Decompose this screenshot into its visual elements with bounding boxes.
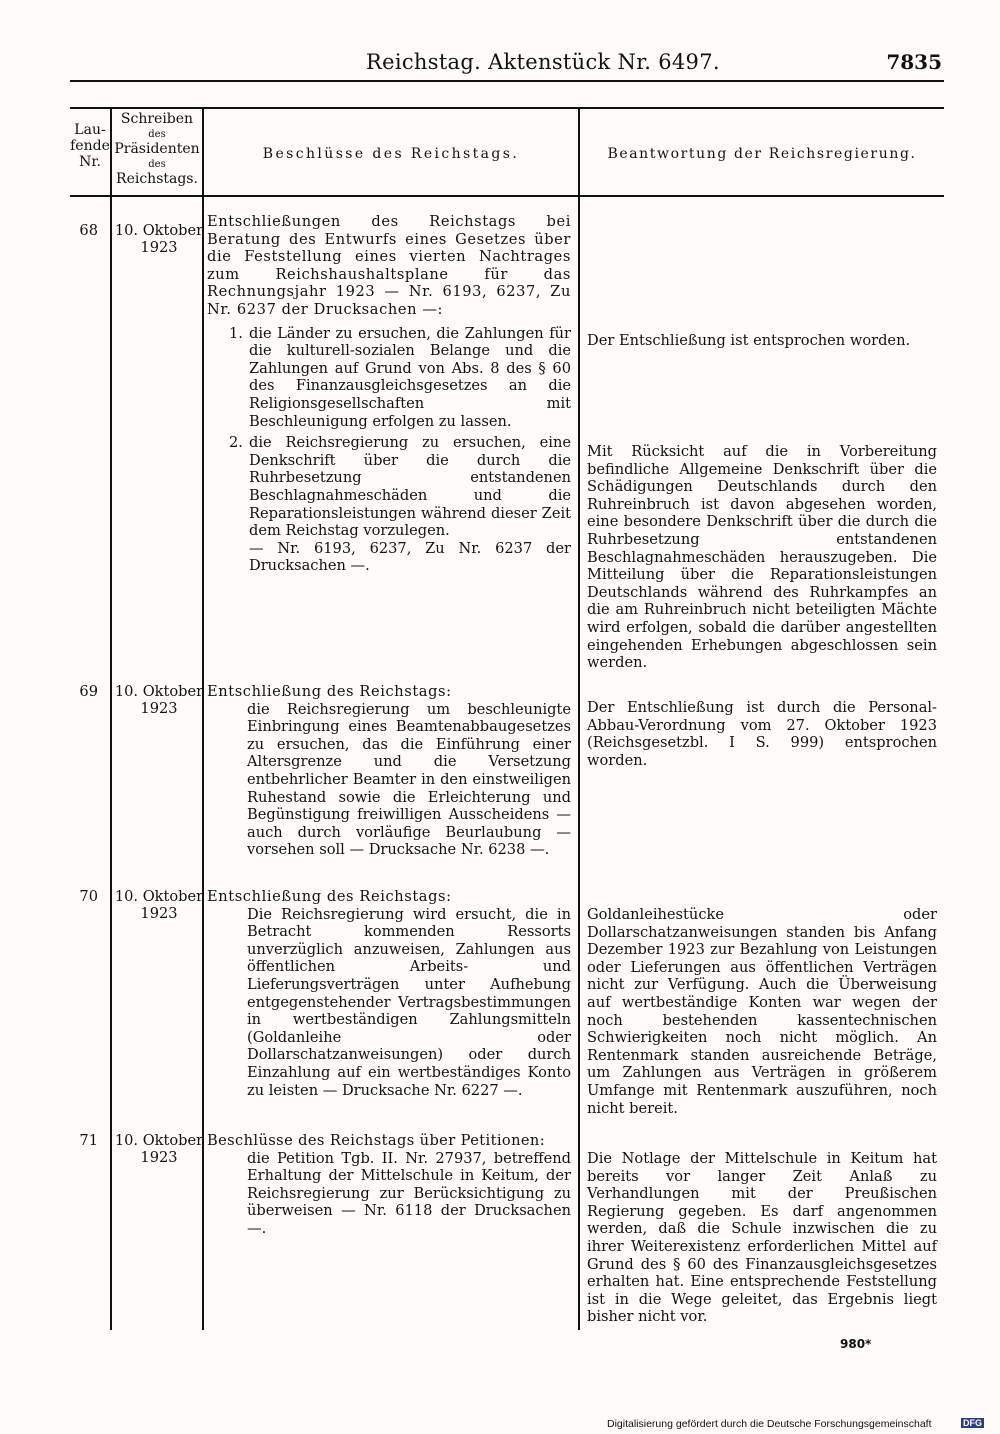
row-69-date <box>110 683 208 716</box>
column-header-beschluesse: Beschlüsse des Reichstags. <box>262 146 520 162</box>
row-69-intro: Entschließung des Reichstags: <box>207 683 452 700</box>
row-70-number: 70 <box>79 888 98 905</box>
row-69-answer: Der Entschließung ist durch die Personal-Abbau-Verordnung vom 27. Oktober 1923 (Reichsgesetzbl. I S. 999) entsprochen worden. <box>587 699 937 769</box>
running-header <box>70 50 942 76</box>
row-68-date <box>110 222 208 255</box>
row-70-date-year: 1923 <box>140 904 178 922</box>
row-68-item-2-mark: 2. <box>229 434 243 452</box>
row-69-date-year: 1923 <box>140 699 178 717</box>
row-68-answer-1: Der Entschließung ist entsprochen worden. <box>587 332 911 349</box>
row-69-number: 69 <box>79 683 98 700</box>
column-header-lfd <box>70 122 110 170</box>
row-69-body: die Reichsregierung um beschleunigte Einbringung eines Beamtenabbaugesetzes zu ersuchen, das die Einführung einer Altersgrenze und die Versetzung entbehrlicher Beamter in den einstweiligen Ruhestand sowie die Erleichterung und Begünstigung freiwilligen Ausscheidens — auch durch vorläufige Beurlaubung — vorsehen soll — Drucksache Nr. 6238 —. <box>247 700 571 859</box>
row-70-answer: Goldanleihestücke oder Dollarschatzanweisungen standen bis Anfang Dezember 1923 zur Bezahlung von Leistungen oder Lieferungen aus öffentlichen Verträgen nicht zur Verfügung. Auch die Überweisung auf wertbeständige Konten war wegen der noch bestehenden kassentechnischen Schwierigkeiten noch nicht möglich. An Rentenmark standen ausreichende Beträge, um Zahlungen aus Verträgen in größerem Umfange mit Rentenmark auszuführen, noch nicht bereit. <box>587 906 937 1117</box>
row-71-number: 71 <box>79 1132 98 1149</box>
row-70-intro: Entschließung des Reichstags: <box>207 888 452 905</box>
row-68-item-1-text: die Länder zu ersuchen, die Zahlungen für die kulturell-sozialen Belange und die Zahlungen auf Grund von Abs. 8 des § 60 des Finanzausgleichsgesetzes an die Religionsgesellschaften mit Beschleunigung erfolgen zu lassen. <box>249 324 571 430</box>
schreiben-line-1: Schreiben <box>120 111 194 127</box>
row-68-date-year: 1923 <box>140 238 178 256</box>
schreiben-line-4: des <box>148 159 166 170</box>
row-68-item-1-mark: 1. <box>229 324 243 342</box>
dfg-logo: DFG <box>963 1418 982 1428</box>
lfd-line-3: Nr. <box>79 154 101 170</box>
row-70-date <box>110 888 208 921</box>
row-70-resolution <box>207 888 571 1099</box>
column-divider-3 <box>578 107 580 1330</box>
row-68-intro: Entschließungen des Reichstags bei Beratung des Entwurfs eines Gesetzes über die Feststellung eines vierten Nachtrages zum Reichshaushaltsplane für das Rechnungsjahr 1923 — Nr. 6193, 6237, Zu Nr. 6237 der Drucksachen —: <box>207 213 571 318</box>
row-68-reference: — Nr. 6193, 6237, Zu Nr. 6237 der Drucksachen —. <box>249 539 571 575</box>
row-68-item-2-text: die Reichsregierung zu ersuchen, eine Denkschrift über die durch die Ruhrbesetzung entstandenen Beschlagnahmeschäden und die Reparationsleistungen während dieser Zeit dem Reichstag vorzulegen. <box>249 434 571 540</box>
row-71-date-year: 1923 <box>140 1148 178 1166</box>
row-71-intro: Beschlüsse des Reichstags über Petitionen: <box>207 1132 546 1149</box>
row-68-item-2 <box>207 434 571 540</box>
schreiben-line-2: des <box>148 129 166 140</box>
lfd-line-1: Lau- <box>74 122 106 138</box>
row-68-item-1 <box>207 325 571 431</box>
row-71-resolution <box>207 1132 571 1238</box>
schreiben-line-5: Reichstags. <box>116 171 198 187</box>
digitization-credit: Digitalisierung gefördert durch die Deutsche Forschungsgemeinschaft <box>607 1418 932 1430</box>
row-68-number: 68 <box>79 222 98 239</box>
lfd-line-2: fende <box>70 138 110 154</box>
page-number: 7835 <box>886 50 942 74</box>
top-rule <box>70 80 944 82</box>
sheet-number: 980* <box>840 1337 872 1351</box>
row-68-date-day: 10. Oktober <box>114 222 204 239</box>
row-71-date <box>110 1132 208 1165</box>
row-68-answer-2: Mit Rücksicht auf die in Vorbereitung befindliche Allgemeine Denkschrift über die Schädigungen Deutschlands durch den Ruhreinbruch ist davon abgesehen worden, eine besondere Denkschrift über die durch die Ruhrbesetzung entstandenen Beschlagnahmeschäden herauszugeben. Die Mitteilung über die Reparationsleistungen Deutschlands während des Ruhrkampfes an die am Ruhreinbruch nicht beteiligten Mächte wird erfolgen, sobald die darüber angestellten eingehenden Erhebungen abgeschlossen sein werden. <box>587 443 937 672</box>
row-71-date-day: 10. Oktober <box>114 1132 204 1149</box>
schreiben-line-3: Präsidenten <box>114 141 200 157</box>
header-title: Reichstag. Aktenstück Nr. 6497. <box>366 50 720 74</box>
row-69-date-day: 10. Oktober <box>114 683 204 700</box>
row-69-resolution <box>207 683 571 859</box>
row-70-body: Die Reichsregierung wird ersucht, die in Betracht kommenden Ressorts unverzüglich anzuweisen, Zahlungen aus öffentlichen Arbeits- und Lieferungsverträgen unter Aufhebung entgegenstehender Vertragsbestimmungen in wertbeständigen Zahlungsmitteln (Goldanleihe oder Dollarschatzanweisungen) oder durch Einzahlung auf ein wertbeständiges Konto zu leisten — Drucksache Nr. 6227 —. <box>247 905 571 1099</box>
column-header-beantwortung: Beantwortung der Reichsregierung. <box>607 146 917 162</box>
column-header-schreiben <box>112 112 202 187</box>
row-71-body: die Petition Tgb. II. Nr. 27937, betreffend Erhaltung der Mittelschule in Keitum, der Reichsregierung zur Berücksichtigung zu überweisen — Nr. 6118 der Drucksachen —. <box>247 1149 571 1237</box>
row-68-resolution <box>207 213 571 575</box>
row-71-answer: Die Notlage der Mittelschule in Keitum hat bereits vor langer Zeit Anlaß zu Verhandlungen mit der Preußischen Regierung gegeben. Es darf angenommen werden, daß die Schule inzwischen die zu ihrer Weiterexistenz erforderlichen Mittel auf Grund des § 60 des Finanzausgleichsgesetzes erhalten hat. Eine entsprechende Feststellung ist in die Wege geleitet, das Ergebnis liegt bisher nicht vor. <box>587 1150 937 1326</box>
row-70-date-day: 10. Oktober <box>114 888 204 905</box>
